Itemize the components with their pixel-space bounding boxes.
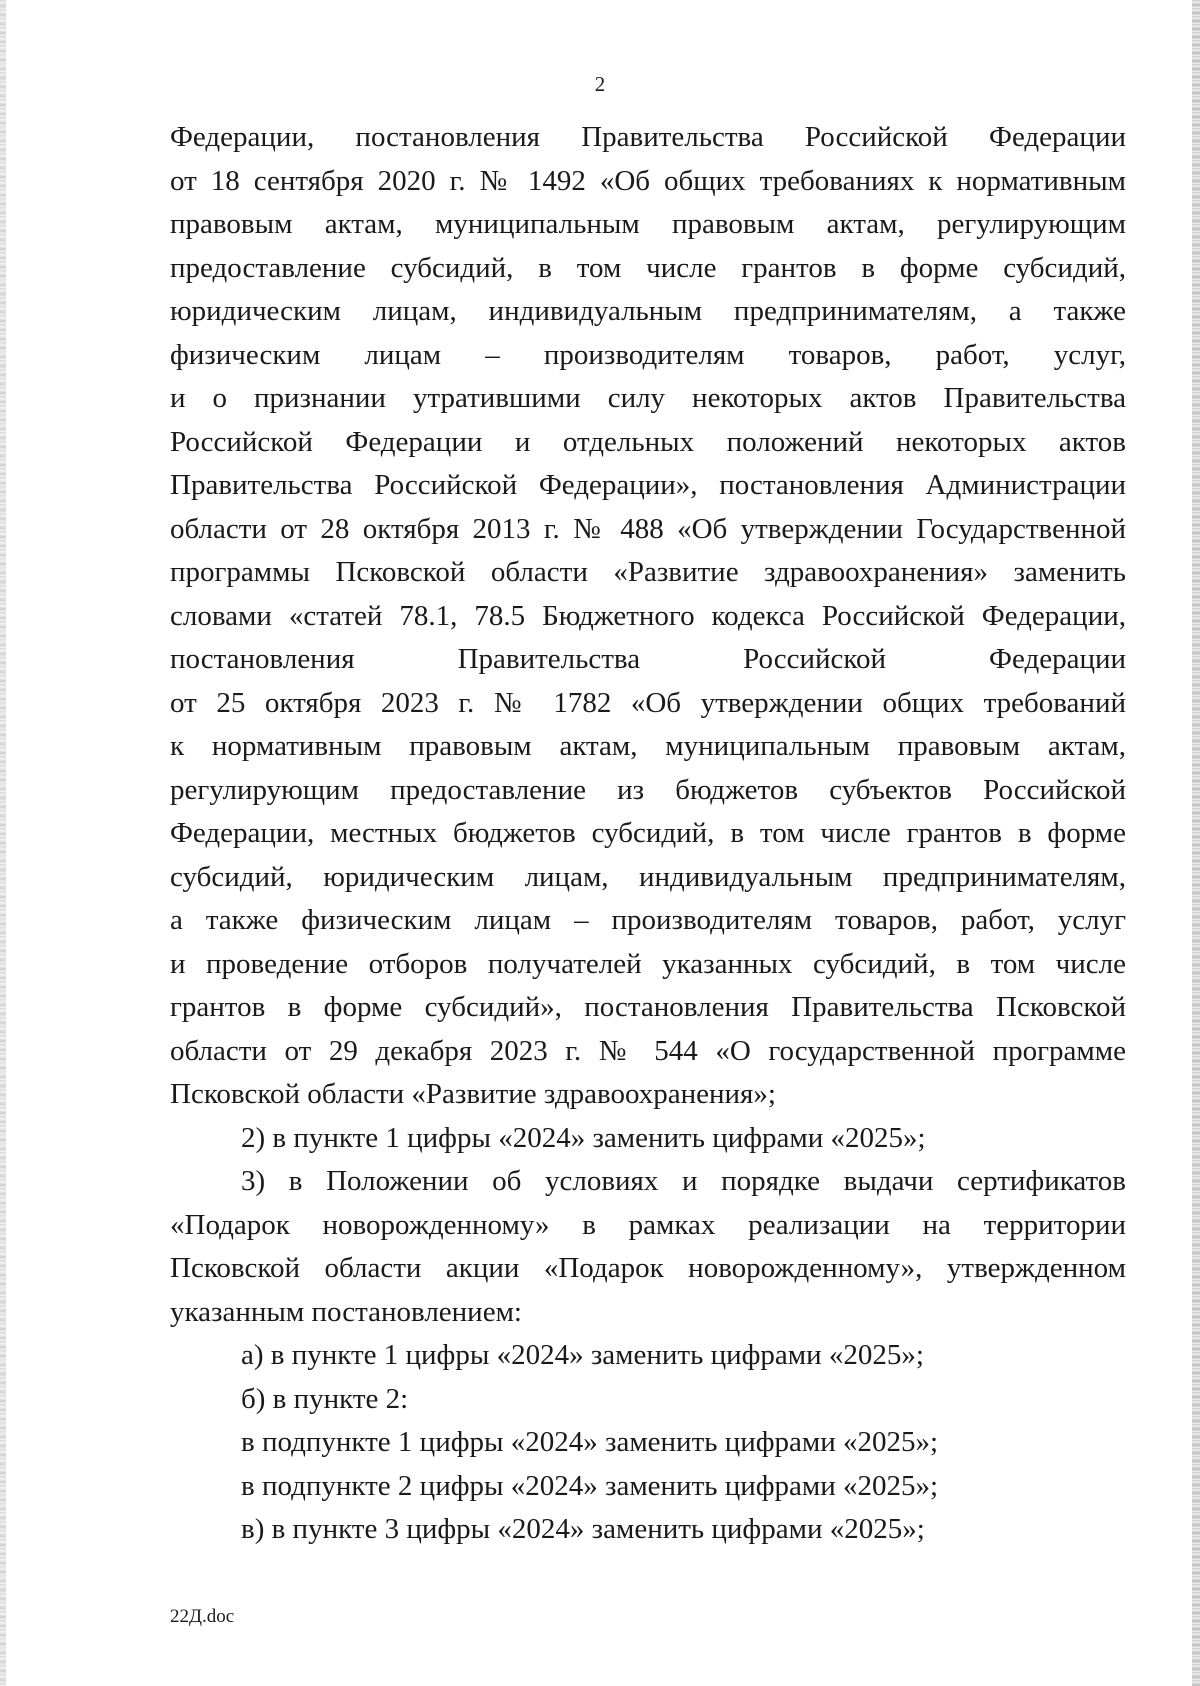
text-line: правовым актам, муниципальным правовым актам, регулирующим [170, 208, 1126, 240]
text-line: области от 29 декабря 2023 г. № 544 «О государственной программе [170, 1034, 1126, 1067]
scan-edge-right [1192, 0, 1200, 1686]
text-line: области от 28 октября 2013 г. № 488 «Об утверждении Государственной [170, 512, 1126, 545]
text-line: Федерации, постановления Правительства Российской Федерации [170, 121, 1126, 153]
text-line: физическим лицам – производителям товаров, работ, услуг, [170, 338, 1126, 371]
text-line: от 18 сентября 2020 г. № 1492 «Об общих требованиях к нормативным [170, 164, 1126, 197]
text-line: в) в пункте 3 цифры «2024» заменить цифрами «2025»; [241, 1513, 925, 1545]
text-line: постановления Правительства Российской Федерации [170, 643, 1126, 675]
text-line: от 25 октября 2023 г. № 1782 «Об утверждении общих требований [170, 686, 1126, 719]
text-line: программы Псковской области «Развитие здравоохранения» заменить [170, 556, 1126, 588]
text-line: 2) в пункте 1 цифры «2024» заменить цифрами «2025»; [241, 1121, 926, 1154]
text-line: к нормативным правовым актам, муниципальным правовым актам, [170, 730, 1126, 762]
text-line: Псковской области «Развитие здравоохранения»; [170, 1078, 776, 1110]
footer-filename: 22Д.doc [170, 1606, 235, 1627]
text-line: указанным постановлением: [170, 1295, 522, 1328]
text-line: Псковской области акции «Подарок новорожденному», утвержденном [170, 1252, 1126, 1284]
text-line: Российской Федерации и отдельных положений некоторых актов [170, 425, 1126, 458]
text-line: Федерации, местных бюджетов субсидий, в том числе грантов в форме [170, 817, 1126, 849]
text-line: 3) в Положении об условиях и порядке выдачи сертификатов [241, 1165, 1126, 1197]
text-line: «Подарок новорожденному» в рамках реализации на территории [170, 1208, 1126, 1241]
text-line: регулирующим предоставление из бюджетов субъектов Российской [170, 773, 1126, 806]
text-line: и проведение отборов получателей указанных субсидий, в том числе [170, 947, 1126, 980]
page-number: 2 [594, 72, 606, 96]
document-body [170, 116, 1126, 1552]
text-line: в подпункте 1 цифры «2024» заменить цифрами «2025»; [241, 1426, 939, 1458]
text-line: словами «статей 78.1, 78.5 Бюджетного кодекса Российской Федерации, [170, 599, 1126, 632]
text-line: предоставление субсидий, в том числе грантов в форме субсидий, [170, 251, 1126, 284]
text-line: а также физическим лицам – производителям товаров, работ, услуг [170, 904, 1126, 936]
text-line: и о признании утратившими силу некоторых актов Правительства [170, 382, 1126, 414]
text-line: юридическим лицам, индивидуальным предпринимателям, а также [170, 295, 1126, 327]
text-line: а) в пункте 1 цифры «2024» заменить цифрами «2025»; [241, 1339, 924, 1371]
text-line: Правительства Российской Федерации», постановления Администрации [170, 469, 1126, 501]
text-line: в подпункте 2 цифры «2024» заменить цифрами «2025»; [241, 1469, 939, 1502]
scan-edge-left [0, 0, 6, 1686]
text-line: субсидий, юридическим лицам, индивидуальным предпринимателям, [170, 860, 1126, 893]
text-line: грантов в форме субсидий», постановления Правительства Псковской [170, 991, 1126, 1023]
text-line: б) в пункте 2: [241, 1382, 409, 1415]
